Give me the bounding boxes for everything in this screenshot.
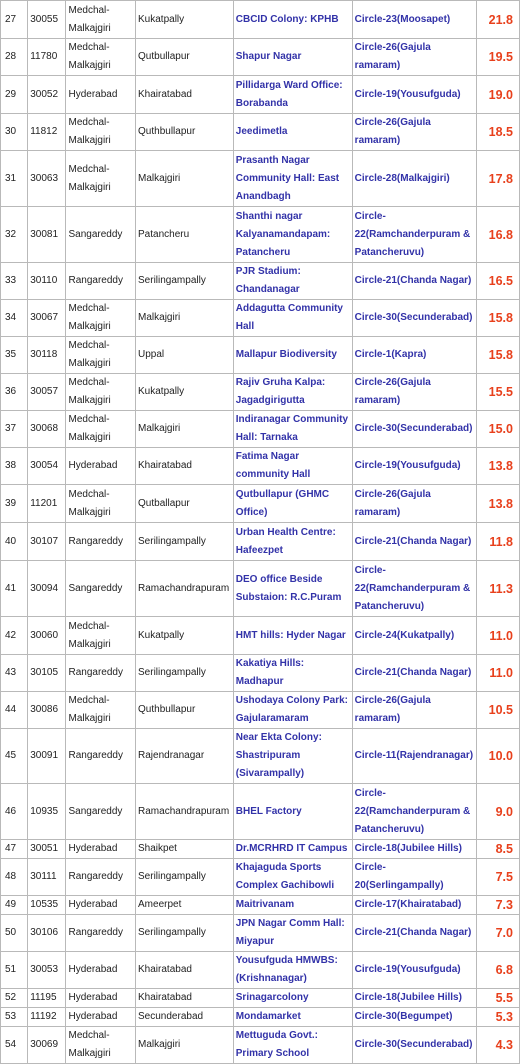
table-row [1, 840, 520, 859]
location-cell: CBCID Colony: KPHB [233, 1, 352, 39]
mandal-cell: Khairatabad [136, 952, 234, 989]
station-code-cell: 30053 [28, 952, 66, 989]
serial-number-cell: 41 [1, 561, 28, 617]
district-cell: Medchal-Malkajgiri [66, 617, 136, 655]
table-row [1, 692, 520, 729]
district-cell: Hyderabad [66, 840, 136, 859]
rainfall-value: 11.0 [476, 655, 519, 692]
circle-cell: Circle-19(Yousufguda) [352, 952, 476, 989]
location-cell: Mettuguda Govt.: Primary School [233, 1027, 352, 1064]
serial-number-cell: 54 [1, 1027, 28, 1064]
station-code-cell: 30068 [28, 411, 66, 448]
serial-number-cell: 33 [1, 263, 28, 300]
mandal-cell: Quthbullapur [136, 692, 234, 729]
mandal-cell: Malkajgiri [136, 300, 234, 337]
station-code-cell: 11201 [28, 485, 66, 523]
location-cell: Ushodaya Colony Park: Gajularamaram [233, 692, 352, 729]
rainfall-value: 7.3 [476, 896, 519, 915]
serial-number-cell: 27 [1, 1, 28, 39]
district-cell: Medchal-Malkajgiri [66, 337, 136, 374]
district-cell: Hyderabad [66, 896, 136, 915]
serial-number-cell: 37 [1, 411, 28, 448]
circle-cell: Circle-30(Secunderabad) [352, 411, 476, 448]
district-cell: Rangareddy [66, 915, 136, 952]
circle-cell: Circle-26(Gajula ramaram) [352, 485, 476, 523]
station-code-cell: 30060 [28, 617, 66, 655]
table-row [1, 76, 520, 114]
location-cell: Jeedimetla [233, 114, 352, 151]
rainfall-value: 13.8 [476, 485, 519, 523]
district-cell: Rangareddy [66, 263, 136, 300]
district-cell: Hyderabad [66, 448, 136, 485]
station-code-cell: 30091 [28, 729, 66, 784]
station-code-cell: 30057 [28, 374, 66, 411]
district-cell: Hyderabad [66, 952, 136, 989]
mandal-cell: Ramachandrapuram [136, 784, 234, 840]
station-code-cell: 30111 [28, 859, 66, 896]
rainfall-value: 19.5 [476, 39, 519, 76]
location-cell: Indiranagar Community Hall: Tarnaka [233, 411, 352, 448]
district-cell: Medchal-Malkajgiri [66, 39, 136, 76]
rainfall-value: 5.5 [476, 989, 519, 1008]
district-cell: Medchal-Malkajgiri [66, 1, 136, 39]
circle-cell: Circle-18(Jubilee Hills) [352, 989, 476, 1008]
station-code-cell: 30086 [28, 692, 66, 729]
serial-number-cell: 38 [1, 448, 28, 485]
district-cell: Rangareddy [66, 523, 136, 561]
table-row [1, 374, 520, 411]
table-row [1, 300, 520, 337]
station-code-cell: 30105 [28, 655, 66, 692]
circle-cell: Circle-22(Ramchanderpuram & Patancheruvu) [352, 561, 476, 617]
mandal-cell: Rajendranagar [136, 729, 234, 784]
station-code-cell: 30110 [28, 263, 66, 300]
circle-cell: Circle-26(Gajula ramaram) [352, 692, 476, 729]
location-cell: Dr.MCRHRD IT Campus [233, 840, 352, 859]
station-code-cell: 30081 [28, 207, 66, 263]
serial-number-cell: 45 [1, 729, 28, 784]
mandal-cell: Shaikpet [136, 840, 234, 859]
table-row [1, 263, 520, 300]
table-row [1, 151, 520, 207]
location-cell: Fatima Nagar community Hall [233, 448, 352, 485]
station-code-cell: 30054 [28, 448, 66, 485]
mandal-cell: Khairatabad [136, 448, 234, 485]
rainfall-value: 7.0 [476, 915, 519, 952]
mandal-cell: Serilingampally [136, 263, 234, 300]
mandal-cell: Kukatpally [136, 617, 234, 655]
mandal-cell: Kukatpally [136, 1, 234, 39]
serial-number-cell: 42 [1, 617, 28, 655]
serial-number-cell: 29 [1, 76, 28, 114]
table-row [1, 523, 520, 561]
district-cell: Medchal-Malkajgiri [66, 411, 136, 448]
serial-number-cell: 35 [1, 337, 28, 374]
rainfall-value: 8.5 [476, 840, 519, 859]
circle-cell: Circle-22(Ramchanderpuram & Patancheruvu) [352, 784, 476, 840]
serial-number-cell: 28 [1, 39, 28, 76]
mandal-cell: Qutbullapur [136, 39, 234, 76]
district-cell: Medchal-Malkajgiri [66, 114, 136, 151]
mandal-cell: Khairatabad [136, 76, 234, 114]
rainfall-value: 17.8 [476, 151, 519, 207]
mandal-cell: Serilingampally [136, 523, 234, 561]
mandal-cell: Serilingampally [136, 859, 234, 896]
location-cell: Qutbullapur (GHMC Office) [233, 485, 352, 523]
mandal-cell: Uppal [136, 337, 234, 374]
mandal-cell: Ameerpet [136, 896, 234, 915]
rainfall-value: 7.5 [476, 859, 519, 896]
circle-cell: Circle-30(Begumpet) [352, 1008, 476, 1027]
serial-number-cell: 47 [1, 840, 28, 859]
location-cell: DEO office Beside Substaion: R.C.Puram [233, 561, 352, 617]
mandal-cell: Patancheru [136, 207, 234, 263]
serial-number-cell: 30 [1, 114, 28, 151]
circle-cell: Circle-20(Serlingampally) [352, 859, 476, 896]
station-code-cell: 30063 [28, 151, 66, 207]
circle-cell: Circle-22(Ramchanderpuram & Patancheruvu) [352, 207, 476, 263]
serial-number-cell: 40 [1, 523, 28, 561]
district-cell: Medchal-Malkajgiri [66, 1027, 136, 1064]
location-cell: Shanthi nagar Kalyanamandapam: Patancheru [233, 207, 352, 263]
mandal-cell: Qutballapur [136, 485, 234, 523]
mandal-cell: Secunderabad [136, 1008, 234, 1027]
circle-cell: Circle-21(Chanda Nagar) [352, 523, 476, 561]
mandal-cell: Malkajgiri [136, 1027, 234, 1064]
rainfall-value: 11.3 [476, 561, 519, 617]
circle-cell: Circle-24(Kukatpally) [352, 617, 476, 655]
table-row [1, 989, 520, 1008]
rainfall-value: 4.3 [476, 1027, 519, 1064]
table-row [1, 655, 520, 692]
mandal-cell: Malkajgiri [136, 411, 234, 448]
station-code-cell: 11780 [28, 39, 66, 76]
serial-number-cell: 50 [1, 915, 28, 952]
circle-cell: Circle-18(Jubilee Hills) [352, 840, 476, 859]
table-row [1, 114, 520, 151]
station-code-cell: 30052 [28, 76, 66, 114]
circle-cell: Circle-1(Kapra) [352, 337, 476, 374]
serial-number-cell: 36 [1, 374, 28, 411]
rainfall-value: 16.5 [476, 263, 519, 300]
station-code-cell: 30051 [28, 840, 66, 859]
table-row [1, 784, 520, 840]
table-row [1, 859, 520, 896]
station-code-cell: 10935 [28, 784, 66, 840]
location-cell: Mondamarket [233, 1008, 352, 1027]
mandal-cell: Ramachandrapuram [136, 561, 234, 617]
district-cell: Hyderabad [66, 989, 136, 1008]
rainfall-value: 18.5 [476, 114, 519, 151]
circle-cell: Circle-19(Yousufguda) [352, 76, 476, 114]
serial-number-cell: 32 [1, 207, 28, 263]
location-cell: Mallapur Biodiversity [233, 337, 352, 374]
table-row [1, 411, 520, 448]
location-cell: Addagutta Community Hall [233, 300, 352, 337]
station-code-cell: 30106 [28, 915, 66, 952]
circle-cell: Circle-21(Chanda Nagar) [352, 655, 476, 692]
serial-number-cell: 31 [1, 151, 28, 207]
table-row [1, 1, 520, 39]
rainfall-value: 15.8 [476, 337, 519, 374]
location-cell: BHEL Factory [233, 784, 352, 840]
district-cell: Sangareddy [66, 784, 136, 840]
district-cell: Hyderabad [66, 1008, 136, 1027]
station-code-cell: 11195 [28, 989, 66, 1008]
serial-number-cell: 52 [1, 989, 28, 1008]
table-row [1, 337, 520, 374]
rainfall-value: 13.8 [476, 448, 519, 485]
circle-cell: Circle-11(Rajendranagar) [352, 729, 476, 784]
rainfall-value: 10.5 [476, 692, 519, 729]
district-cell: Medchal-Malkajgiri [66, 300, 136, 337]
rainfall-value: 5.3 [476, 1008, 519, 1027]
table-row [1, 39, 520, 76]
location-cell: Pillidarga Ward Office: Borabanda [233, 76, 352, 114]
district-cell: Sangareddy [66, 561, 136, 617]
rainfall-value: 21.8 [476, 1, 519, 39]
location-cell: Srinagarcolony [233, 989, 352, 1008]
rainfall-value: 10.0 [476, 729, 519, 784]
table-row [1, 617, 520, 655]
table-row [1, 561, 520, 617]
serial-number-cell: 49 [1, 896, 28, 915]
station-code-cell: 11192 [28, 1008, 66, 1027]
rainfall-value: 6.8 [476, 952, 519, 989]
table-row [1, 952, 520, 989]
table-row [1, 448, 520, 485]
serial-number-cell: 34 [1, 300, 28, 337]
circle-cell: Circle-26(Gajula ramaram) [352, 39, 476, 76]
location-cell: HMT hills: Hyder Nagar [233, 617, 352, 655]
station-code-cell: 30067 [28, 300, 66, 337]
circle-cell: Circle-17(Khairatabad) [352, 896, 476, 915]
district-cell: Rangareddy [66, 859, 136, 896]
circle-cell: Circle-30(Secunderabad) [352, 1027, 476, 1064]
location-cell: Maitrivanam [233, 896, 352, 915]
table-row [1, 485, 520, 523]
district-cell: Medchal-Malkajgiri [66, 374, 136, 411]
station-code-cell: 30118 [28, 337, 66, 374]
district-cell: Rangareddy [66, 655, 136, 692]
rainfall-value: 15.8 [476, 300, 519, 337]
location-cell: Urban Health Centre: Hafeezpet [233, 523, 352, 561]
district-cell: Sangareddy [66, 207, 136, 263]
station-code-cell: 30094 [28, 561, 66, 617]
serial-number-cell: 53 [1, 1008, 28, 1027]
location-cell: Near Ekta Colony: Shastripuram (Sivarampally) [233, 729, 352, 784]
location-cell: JPN Nagar Comm Hall: Miyapur [233, 915, 352, 952]
table-row [1, 1027, 520, 1064]
rainfall-value: 11.8 [476, 523, 519, 561]
mandal-cell: Khairatabad [136, 989, 234, 1008]
location-cell: Rajiv Gruha Kalpa: Jagadgirigutta [233, 374, 352, 411]
circle-cell: Circle-21(Chanda Nagar) [352, 263, 476, 300]
rainfall-value: 11.0 [476, 617, 519, 655]
mandal-cell: Serilingampally [136, 655, 234, 692]
circle-cell: Circle-19(Yousufguda) [352, 448, 476, 485]
serial-number-cell: 48 [1, 859, 28, 896]
rainfall-value: 19.0 [476, 76, 519, 114]
mandal-cell: Quthbullapur [136, 114, 234, 151]
district-cell: Medchal-Malkajgiri [66, 151, 136, 207]
location-cell: Kakatiya Hills: Madhapur [233, 655, 352, 692]
rainfall-value: 16.8 [476, 207, 519, 263]
serial-number-cell: 43 [1, 655, 28, 692]
station-code-cell: 10535 [28, 896, 66, 915]
mandal-cell: Serilingampally [136, 915, 234, 952]
rainfall-value: 15.0 [476, 411, 519, 448]
table-body [1, 1, 520, 1064]
table-row [1, 896, 520, 915]
circle-cell: Circle-26(Gajula ramaram) [352, 114, 476, 151]
station-code-cell: 30069 [28, 1027, 66, 1064]
location-cell: PJR Stadium: Chandanagar [233, 263, 352, 300]
circle-cell: Circle-21(Chanda Nagar) [352, 915, 476, 952]
serial-number-cell: 46 [1, 784, 28, 840]
table-row [1, 915, 520, 952]
mandal-cell: Malkajgiri [136, 151, 234, 207]
location-cell: Shapur Nagar [233, 39, 352, 76]
district-cell: Medchal-Malkajgiri [66, 485, 136, 523]
location-cell: Yousufguda HMWBS: (Krishnanagar) [233, 952, 352, 989]
location-cell: Khajaguda Sports Complex Gachibowli [233, 859, 352, 896]
district-cell: Rangareddy [66, 729, 136, 784]
circle-cell: Circle-26(Gajula ramaram) [352, 374, 476, 411]
location-cell: Prasanth Nagar Community Hall: East Anandbagh [233, 151, 352, 207]
station-code-cell: 11812 [28, 114, 66, 151]
rainfall-value: 15.5 [476, 374, 519, 411]
serial-number-cell: 39 [1, 485, 28, 523]
table-row [1, 207, 520, 263]
circle-cell: Circle-28(Malkajgiri) [352, 151, 476, 207]
serial-number-cell: 51 [1, 952, 28, 989]
station-code-cell: 30055 [28, 1, 66, 39]
serial-number-cell: 44 [1, 692, 28, 729]
circle-cell: Circle-30(Secunderabad) [352, 300, 476, 337]
mandal-cell: Kukatpally [136, 374, 234, 411]
station-code-cell: 30107 [28, 523, 66, 561]
district-cell: Medchal-Malkajgiri [66, 692, 136, 729]
circle-cell: Circle-23(Moosapet) [352, 1, 476, 39]
district-cell: Hyderabad [66, 76, 136, 114]
table-row [1, 729, 520, 784]
rainfall-value: 9.0 [476, 784, 519, 840]
